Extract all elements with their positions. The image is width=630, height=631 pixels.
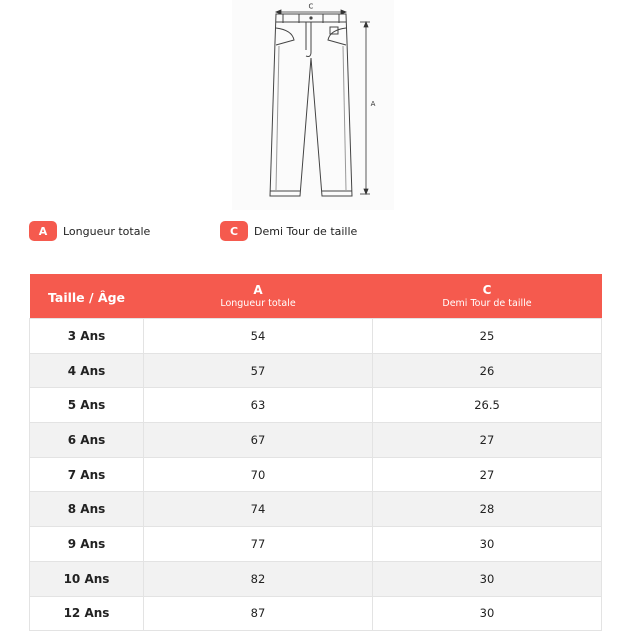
waist-cell: 26	[373, 353, 602, 388]
header-col-a	[144, 274, 373, 319]
length-cell: 54	[144, 319, 373, 354]
table-row	[30, 596, 602, 631]
header-size-age	[30, 274, 144, 319]
table-header	[30, 274, 602, 319]
size-cell: 5 Ans	[30, 388, 144, 423]
size-cell: 3 Ans	[30, 319, 144, 354]
waist-cell: 28	[373, 492, 602, 527]
size-table	[29, 274, 602, 631]
length-cell: 87	[144, 596, 373, 631]
table-row	[30, 319, 602, 354]
waist-cell: 30	[373, 527, 602, 562]
length-cell: 57	[144, 353, 373, 388]
size-cell: 10 Ans	[30, 561, 144, 596]
size-cell: 12 Ans	[30, 596, 144, 631]
size-cell: 4 Ans	[30, 353, 144, 388]
waist-cell: 25	[373, 319, 602, 354]
waist-cell: 27	[373, 457, 602, 492]
waist-cell: 26.5	[373, 388, 602, 423]
legend-item-c	[220, 221, 357, 241]
button-icon	[309, 16, 312, 19]
legend-label-a: Longueur totale	[63, 224, 151, 238]
waist-cell: 27	[373, 423, 602, 458]
pants-diagram	[0, 0, 630, 210]
waist-cell: 30	[373, 596, 602, 631]
length-cell: 77	[144, 527, 373, 562]
size-cell: 9 Ans	[30, 527, 144, 562]
table-row	[30, 561, 602, 596]
table-body	[30, 319, 602, 631]
table-row	[30, 353, 602, 388]
length-cell: 82	[144, 561, 373, 596]
table-row	[30, 527, 602, 562]
legend-badge-a: A	[29, 221, 57, 241]
header-col-c	[373, 274, 602, 319]
header-size-age-label: Taille / Âge	[47, 289, 126, 305]
length-cell: 67	[144, 423, 373, 458]
length-cell: 74	[144, 492, 373, 527]
table-row	[30, 492, 602, 527]
header-col-c-key: C	[482, 282, 492, 297]
length-cell: 70	[144, 457, 373, 492]
table-row	[30, 457, 602, 492]
pants-illustration	[0, 0, 630, 210]
table-row	[30, 423, 602, 458]
table-row	[30, 388, 602, 423]
c-dimension-label: C	[308, 2, 314, 11]
a-dimension-label: A	[370, 100, 376, 108]
legend-badge-c: C	[220, 221, 248, 241]
length-cell: 63	[144, 388, 373, 423]
waist-cell: 30	[373, 561, 602, 596]
legend-label-c: Demi Tour de taille	[254, 224, 358, 238]
legend-item-a	[29, 221, 150, 241]
size-cell: 7 Ans	[30, 457, 144, 492]
header-col-a-label: Longueur totale	[220, 297, 296, 309]
size-cell: 6 Ans	[30, 423, 144, 458]
header-col-c-label: Demi Tour de taille	[442, 297, 532, 309]
header-col-a-key: A	[253, 282, 263, 297]
size-cell: 8 Ans	[30, 492, 144, 527]
